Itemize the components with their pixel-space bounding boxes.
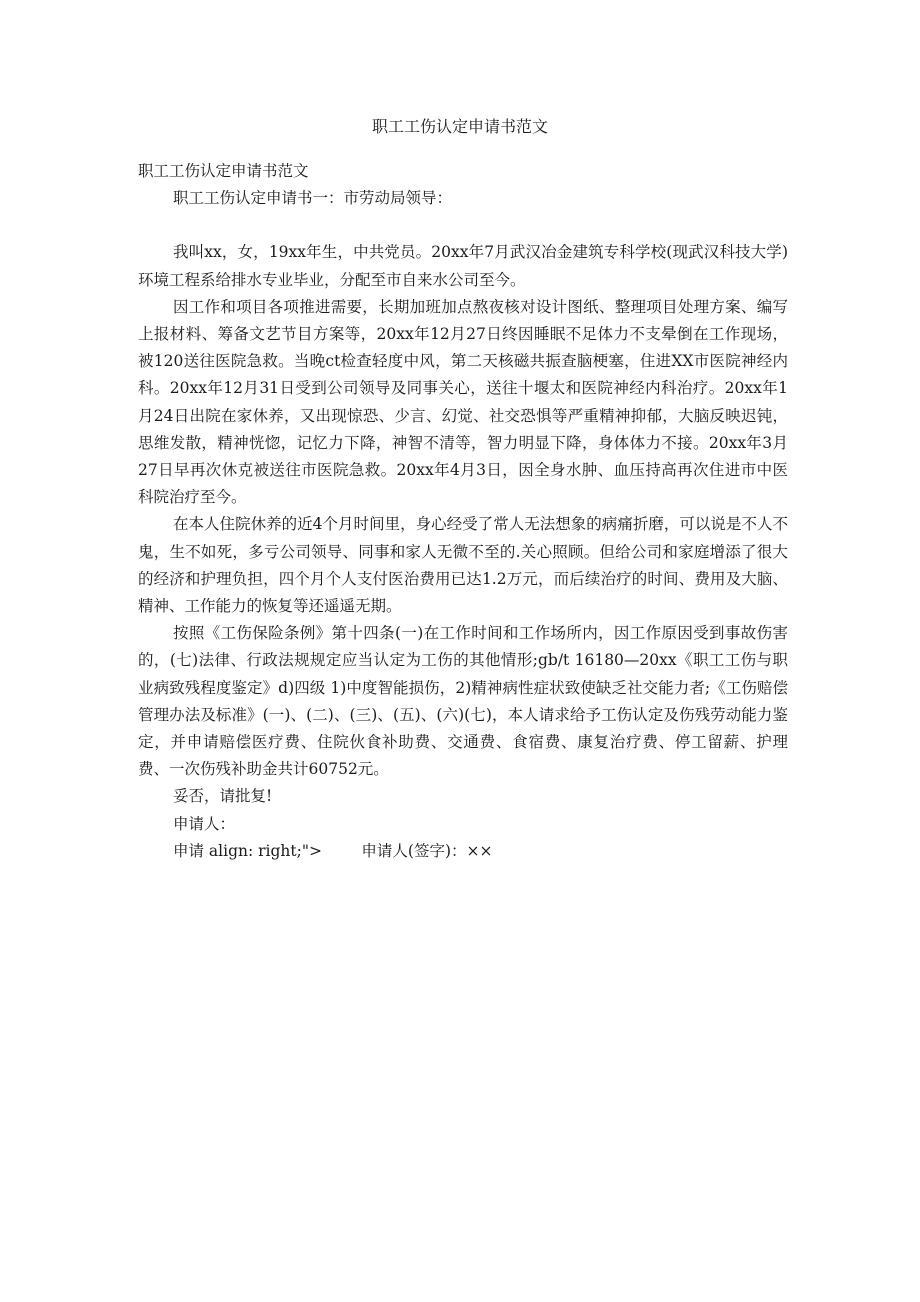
document-body — [138, 158, 788, 865]
closing-line: 妥否，请批复! — [173, 787, 273, 806]
applicant-label: 申请人： — [173, 814, 236, 833]
paragraph-intro: 我叫xx，女，19xx年生，中共党员。20xx年7月武汉冶金建筑专科学校(现武汉科技大学)环境工程系给排水专业毕业，分配至市自来水公司至今。 — [138, 243, 788, 289]
blank-line — [138, 212, 788, 239]
document-subtitle: 职工工伤认定申请书范文 — [138, 162, 309, 180]
document-title: 职工工伤认定申请书范文 — [371, 117, 548, 136]
paragraph-request: 按照《工伤保险条例》第十四条(一)在工作时间和工作场所内，因工作原因受到事故伤害的，(七)法律、行政法规规定应当认定为工伤的其他情形;gb/t 16180—20xx《职工工伤与职业病致残程度鉴定》d)四级 1)中度智能损伤，2)精神病性症状致使缺乏社交能力者;《工伤赔偿管理办法及标准》(一)、(二)、(三)、(五)、(六)(七)，本人请求给予工伤认定及伤残劳动能力鉴定，并申请赔偿医疗费、住院伙食补助费、交通费、食宿费、康复治疗费、停工留薪、护理费、一次伤残补助金共计60752元。 — [138, 624, 788, 779]
paragraph-hospital-stay: 在本人住院休养的近4个月时间里，身心经受了常人无法想象的病痛折磨，可以说是不人不鬼，生不如死，多亏公司领导、同事和家人无微不至的.关心照顾。但给公司和家庭增添了很大的经济和护理负担，四个月个人支付医治费用已达1.2万元，而后续治疗的时间、费用及大脑、精神、工作能力的恢复等还遥遥无期。 — [138, 515, 788, 616]
salutation: 职工工伤认定申请书一：市劳动局领导： — [173, 189, 453, 208]
signature-line: 申请 align: right;"> 申请人(签字)：×× — [173, 841, 493, 860]
paragraph-illness: 因工作和项目各项推进需要，长期加班加点熬夜核对设计图纸、整理项目处理方案、编写上报材料、筹备文艺节目方案等，20xx年12月27日终因睡眠不足体力不支晕倒在工作现场，被120送往医院急救。当晚ct检查轻度中风，第二天核磁共振查脑梗塞，住进XX市医院神经内科。20xx年12月31日受到公司领导及同事关心，送往十堰太和医院神经内科治疗。20xx年1月24日出院在家休养，又出现惊恐、少言、幻觉、社交恐惧等严重精神抑郁，大脑反映迟钝，思维发散，精神恍惚，记忆力下降，神智不清等，智力明显下降，身体体力不接。20xx年3月27日早再次休克被送往市医院急救。20xx年4月3日，因全身水肿、血压持高再次住进市中医科院治疗至今。 — [138, 297, 788, 507]
